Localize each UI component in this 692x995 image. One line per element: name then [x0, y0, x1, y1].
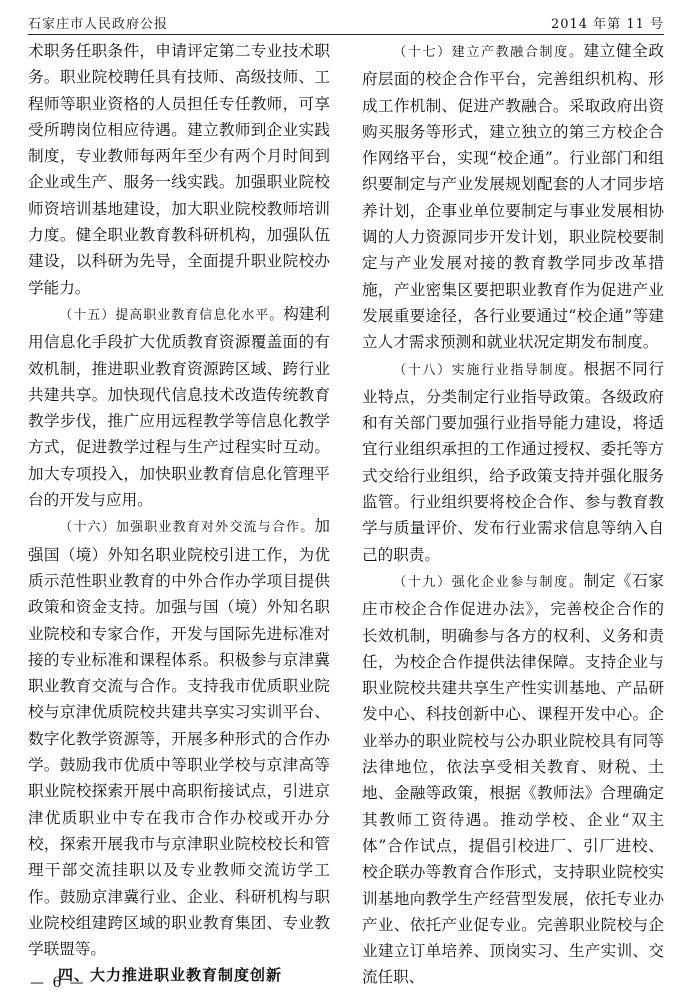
section-18 [362, 356, 664, 568]
section-16 [28, 513, 330, 962]
right-column [362, 38, 664, 987]
section-heading-4: 四、大力推进职业教育制度创新 [58, 966, 283, 985]
page-header [28, 10, 664, 35]
section-15 [28, 301, 330, 513]
section-15-body: 构建利用信息化手段扩大优质教育资源覆盖面的有效机制，推进职业教育资源跨区域、跨行业共建共享。加快现代信息技术改造传统教育教学步伐，推广应用远程教学等信息化教学方式，促进教学过程与生产过程实时互动。加大专项投入，加快职业教育信息化管理平台的开发与应用。 [28, 304, 330, 510]
section-16-title: （十六）加强职业教育对外交流与合作。 [59, 520, 315, 536]
section-19 [362, 568, 664, 991]
page-number: — 6 — [30, 975, 86, 991]
section-17 [362, 38, 664, 356]
section-17-title: （十七）建立产教融合制度。 [393, 45, 584, 60]
left-column [28, 38, 330, 985]
publication-title: 石家庄市人民政府公报 [28, 17, 169, 32]
section-15-title: （十五）提高职业教育信息化水平。 [59, 307, 284, 323]
section-19-body: 制定《石家庄市校企合作促进办法》，完善校企合作的长效机制，明确参与各方的权利、义务和责任，为校企合作提供法律保障。支持企业与职业院校共建共享生产性实训基地、产品研发中心、科技创新中心、课程开发中心。企业举办的职业院校与公办职业院校具有同等法律地位，依法享受相关教育、财税、土地、金融等政策，根据《教师法》合理确定其教师工资待遇。推动学校、企业“双主体”合作试点，提倡引校进厂、引厂进校、校企联办等教育合作形式，支持职业院校实训基地向教学生产经营型发展，依托专业办产业、依托产业促专业。完善职业院校与企业建立订单培养、顶岗实习、生产实训、交流任职、 [362, 571, 664, 987]
section-17-body: 建立健全政府层面的校企合作平台，完善组织机构、形成工作机制、促进产教融合。采取政府出资购买服务等形式，建立独立的第三方校企合作网络平台，实现“校企通”。行业部门和组织要制定与产业发展规划配套的人才同步培养计划，企事业单位要制定与事业发展相协调的人力资源同步开发计划，职业院校要制定与产业发展对接的教育教学同步改革措施，产业密集区要把职业教育作为促进产业发展重要途径，各行业要通过“校企通”等建立人才需求预测和就业状况定期发布制度。 [362, 42, 664, 352]
section-16-body: 加强国（境）外知名职业院校引进工作，为优质示范性职业教育的中外合作办学项目提供政策和资金支持。加强与国（境）外知名职业院校和专家合作，开发与国际先进标准对接的专业标准和课程体系。积极参与京津冀职业教育交流与合作。支持我市优质职业院校与京津优质院校共建共享实习实训平台、数字化教学资源等，开展多种形式的合作办学。鼓励我市优质中等职业学校与京津高等职业院校探索开展中高职衔接试点，引进京津优质职业中专在我市合作办校或开办分校，探索开展我市与京津职业院校校长和管理干部交流挂职以及专业教师交流访学工作。鼓励京津冀行业、企业、科研机构与职业院校组建跨区域的职业教育集团、专业教学联盟等。 [28, 517, 330, 959]
body-columns [28, 38, 664, 987]
section-18-title: （十八）实施行业指导制度。 [393, 362, 584, 378]
paragraph-continued: 术职务任职条件，申请评定第二专业技术职务。职业院校聘任具有技师、高级技师、工程师等职业资格的人员担任专任教师，可享受所聘岗位相应待遇。建立教师到企业实践制度，专业教师每两年至少有两个月时间到企业或生产、服务一线实践。加强职业院校师资培训基地建设，加大职业院校教师培训力度。健全职业教育教科研机构，加强队伍建设，以科研为先导，全面提升职业院校办学能力。 [28, 42, 330, 297]
section-18-body: 根据不同行业特点，分类制定行业指导政策。各级政府和有关部门要加强行业指导能力建设，将适宜行业组织承担的工作通过授权、委托等方式交给行业组织，给予政策支持并强化服务监管。行业组织要将校企合作、参与教育教学与质量评价、发布行业需求信息等纳入自己的职责。 [362, 359, 664, 564]
section-19-title: （十九）强化企业参与制度。 [393, 574, 584, 590]
issue-number: 2014 年第 11 号 [550, 17, 664, 32]
